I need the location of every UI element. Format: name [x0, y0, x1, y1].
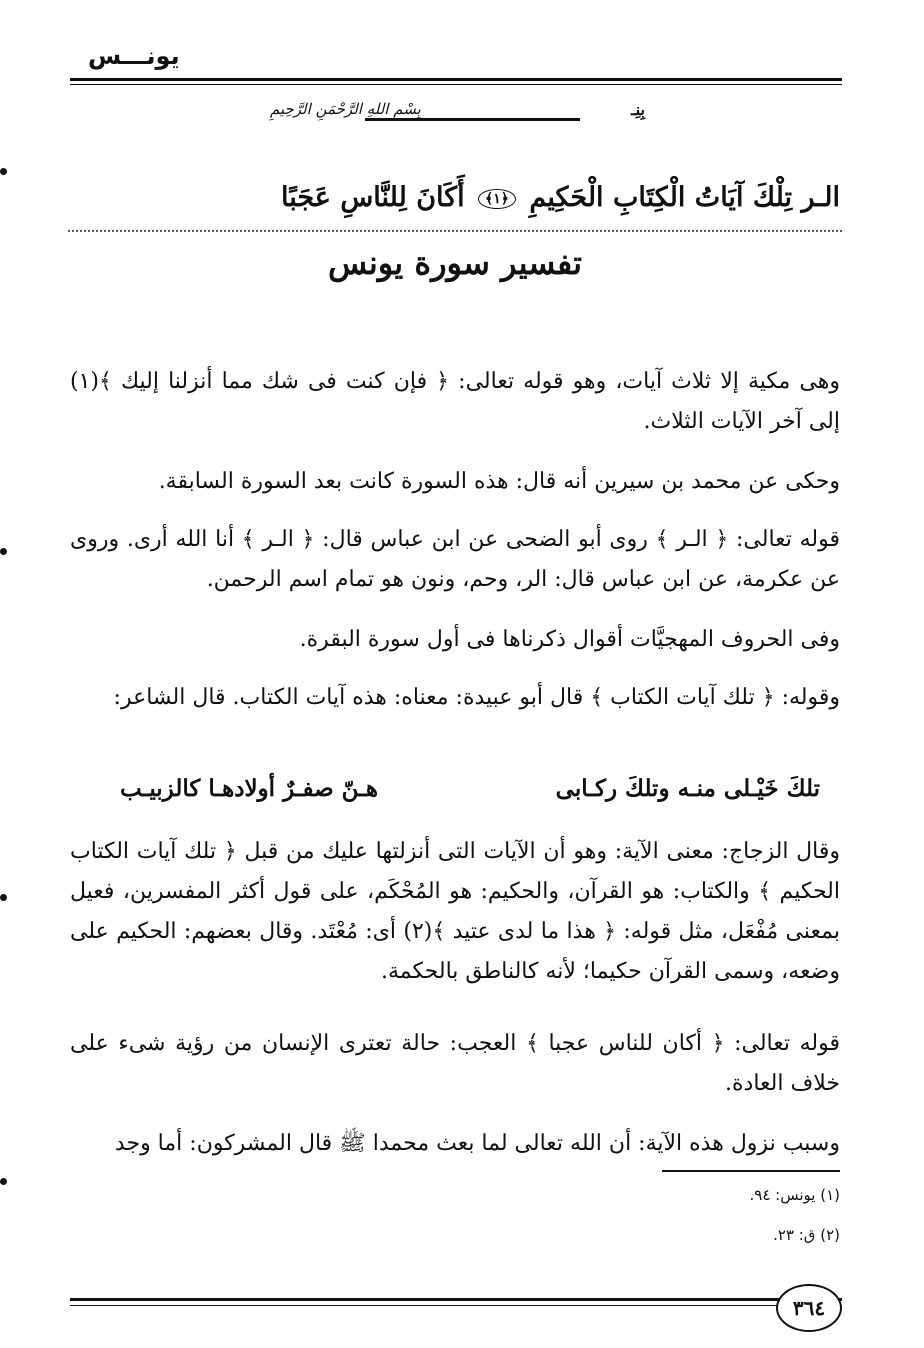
margin-dot-icon: [0, 168, 7, 175]
paragraph-4: وفى الحروف المهجيَّات أقوال ذكرناها فى أول سورة البقرة.: [299, 627, 840, 652]
footnote-1: (١) يونس: ٩٤.: [749, 1186, 840, 1204]
paragraph-1: وهى مكية إلا ثلاث آيات، وهو قوله تعالى: ﴿ فإن كنت فى شك مما أنزلنا إليك ﴾(١) إلى آخر الآيات الثلاث.: [70, 369, 840, 434]
basmala-text: بِسْمِ اللهِ الرَّحْمَنِ الرَّحِيمِ: [270, 100, 421, 118]
poem-verse: [120, 775, 820, 802]
paragraph-2: وحكى عن محمد بن سيرين أنه قال: هذه السورة كانت بعد السورة السابقة.: [158, 469, 840, 494]
paragraph-7: قوله تعالى: ﴿ أكان للناس عجبا ﴾ العجب: حالة تعترى الإنسان من رؤية شىء على خلاف العادة.: [70, 1031, 840, 1096]
paragraph-6: وقال الزجاج: معنى الآية: وهو أن الآيات التى أنزلتها عليك من قبل ﴿ تلك آيات الكتاب الحكيم ﴾ والكتاب: هو القرآن، والحكيم: هو المُحْكَم، على قول أكثر المفسرين، فعيل بمعنى مُفْعَل، مثل قوله: ﴿ هذا ما لدى عتيد ﴾(٢) أى: مُعْتَد. وقال بعضهم: الحكيم على وضعه، وسمى القرآن حكيما؛ لأنه كالناطق بالحكمة.: [70, 839, 840, 984]
sura-title: تفسير سورة يونس: [328, 244, 582, 282]
basmala-start: بِنِـ: [631, 100, 645, 119]
footnote-rule: [662, 1170, 840, 1172]
footnote-2: (٢) ق: ٢٣.: [773, 1226, 840, 1244]
basmala-calligraphy: [250, 98, 670, 138]
poem-hemistich-1: تلكَ خَيْـلى منـه وتلكَ ركـابى: [555, 775, 820, 802]
verse-separator: [68, 230, 842, 232]
basmala-stroke: [365, 118, 580, 121]
margin-dot-icon: [0, 894, 7, 901]
running-header-sura-name: يونـــس: [88, 42, 180, 70]
margin-dot-icon: [0, 1178, 7, 1185]
paragraph-5: وقوله: ﴿ تلك آيات الكتاب ﴾ قال أبو عبيدة: معناه: هذه آيات الكتاب. قال الشاعر:: [113, 685, 840, 710]
page-number: [776, 1284, 842, 1332]
page-number-text: ٣٦٤: [792, 1296, 826, 1320]
verse-text-part1: الـر تِلْكَ آيَاتُ الْكِتَابِ الْحَكِيمِ: [529, 182, 840, 213]
verse-text-part2: أَكَانَ لِلنَّاسِ عَجَبًا: [281, 182, 465, 213]
verse-number: ١: [493, 190, 501, 207]
margin-dot-icon: [0, 548, 7, 555]
verse-number-marker: ﴿١﴾: [478, 189, 516, 209]
footer-rule-thin: [70, 1305, 842, 1306]
header-rule-thin: [70, 84, 842, 85]
quran-verse: [70, 182, 840, 213]
paragraph-3: قوله تعالى: ﴿ الـر ﴾ روى أبو الضحى عن ابن عباس قال: ﴿ الـر ﴾ أنا الله أرى. وروى عن عكرمة، عن ابن عباس قال: الر، وحم، ونون هو تمام اسم الرحمن.: [70, 527, 840, 592]
footer-rule-thick: [70, 1298, 842, 1301]
poem-hemistich-2: هـنّ صفـرٌ أولادهـا كالزبيـب: [120, 775, 379, 802]
paragraph-8: وسبب نزول هذه الآية: أن الله تعالى لما بعث محمدا ﷺ قال المشركون: أما وجد: [114, 1131, 840, 1156]
header-rule-thick: [70, 78, 842, 81]
